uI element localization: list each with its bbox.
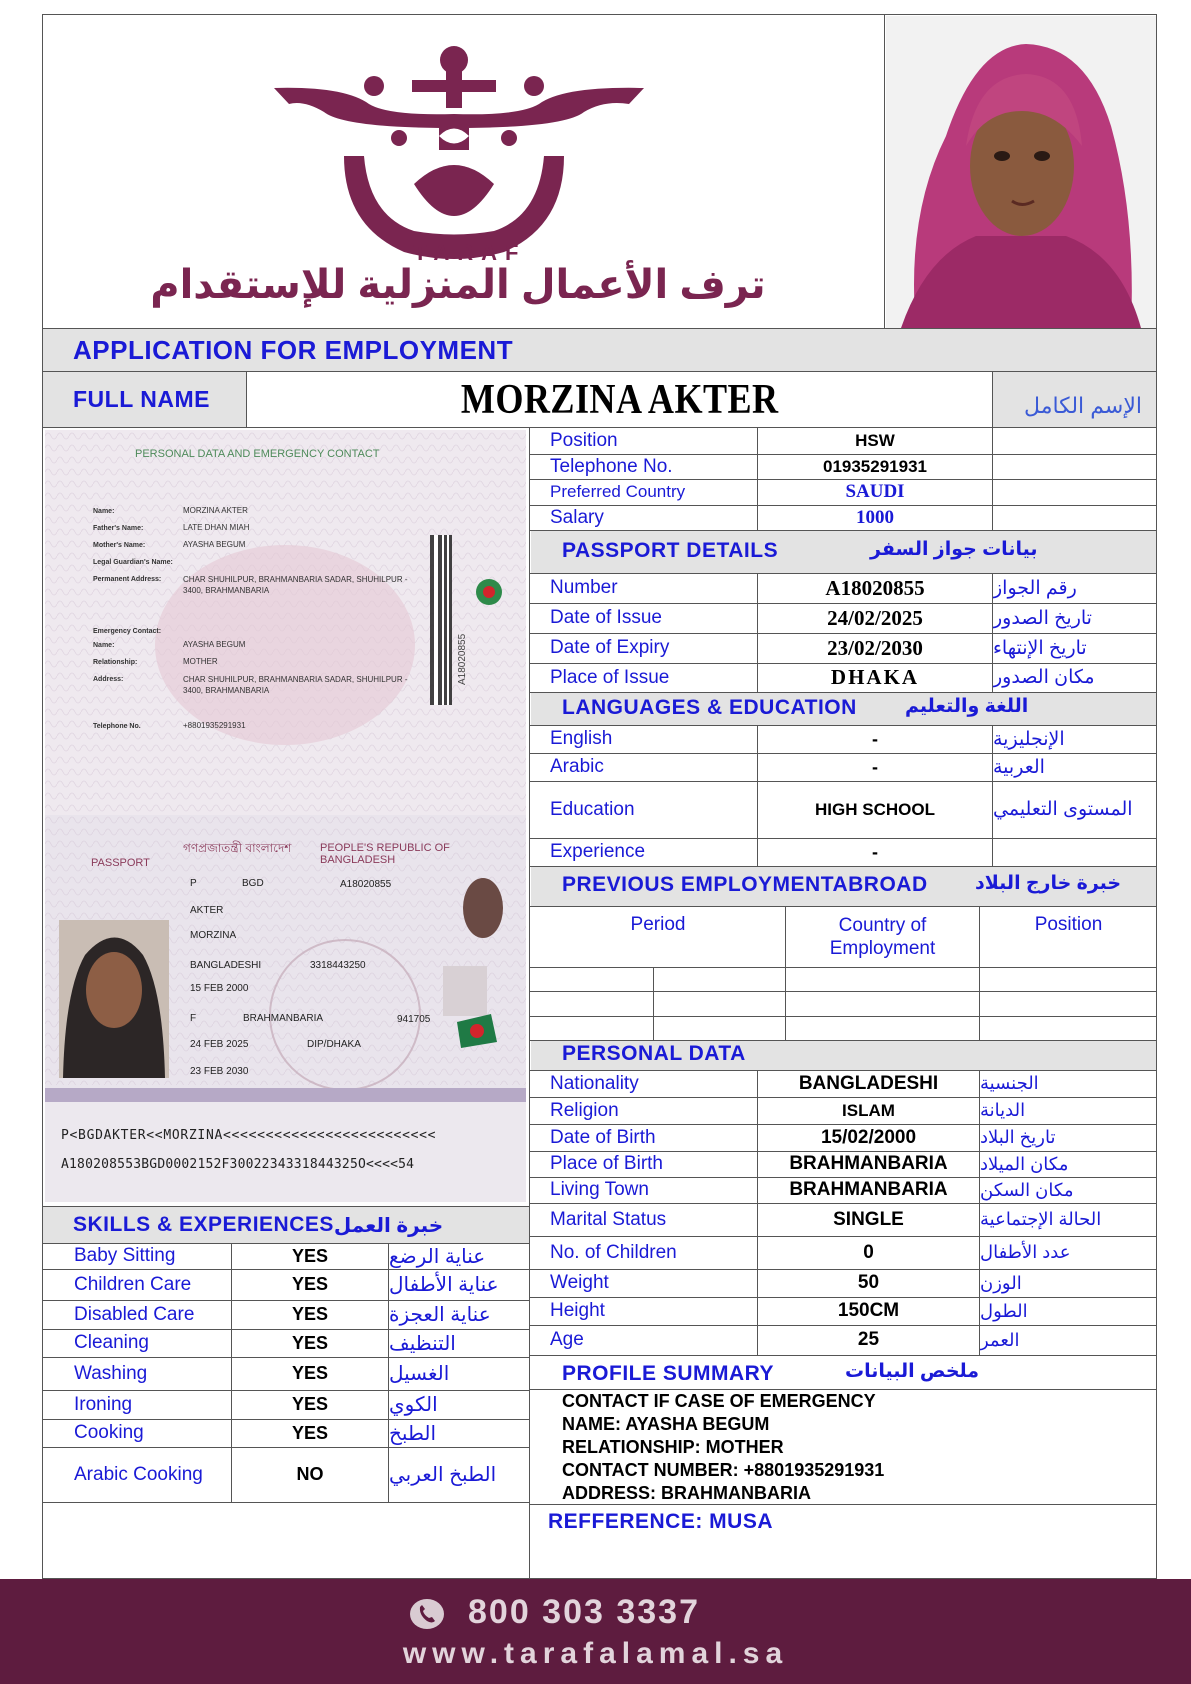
skill-value-1: YES <box>291 1274 329 1294</box>
scan-e-rel: MOTHER <box>183 657 218 666</box>
scan-authority: DIP/DHAKA <box>307 1039 361 1050</box>
personal-ar-5: الحالة الإجتماعية <box>980 1209 1102 1229</box>
skills-title: SKILLS & EXPERIENCES <box>73 1213 334 1236</box>
scan-prev-no: 941705 <box>397 1014 431 1025</box>
personal-ar-9: العمر <box>980 1329 1020 1350</box>
scan-address-label: Permanent Address: <box>93 576 162 583</box>
scan-emergency-label: Emergency Contact: <box>93 628 162 635</box>
skill-label-5: Ironing <box>74 1393 133 1415</box>
profile-line-1: NAME: AYASHA BEGUM <box>562 1414 770 1434</box>
personal-label-0: Nationality <box>550 1072 639 1094</box>
scan-country-bn: গণপ্রজাতন্ত্রী বাংলাদেশ <box>183 841 292 855</box>
skill-label-0: Baby Sitting <box>74 1245 176 1266</box>
footer-phone: 800 303 3337 <box>468 1593 700 1631</box>
personal-value-7: 50 <box>857 1272 880 1293</box>
job-ar-3 <box>993 505 1157 530</box>
prev-header-position: Position <box>1034 914 1103 935</box>
personal-ar-6: عدد الأطفال <box>980 1242 1071 1262</box>
scan-mrz-line-2: A180208553BGD0002152F3002234331844325O<<<<54 <box>61 1157 415 1172</box>
job-label-1: Telephone No. <box>550 455 673 477</box>
skill-ar-7: الطبخ العربي <box>389 1464 497 1486</box>
scan-mother-label: Mother's Name: <box>93 542 146 549</box>
scan-pob: BRAHMANBARIA <box>243 1013 324 1024</box>
footer-website[interactable]: www.tarafalamal.sa <box>402 1637 789 1670</box>
prev-header-period: Period <box>630 914 686 935</box>
passport-label-0: Number <box>550 577 618 598</box>
personal-value-3: BRAHMANBARIA <box>789 1153 948 1174</box>
scan-e-name: AYASHA BEGUM <box>183 640 246 649</box>
scan-passport-word: PASSPORT <box>91 857 150 869</box>
scan-nationality: BANGLADESHI <box>190 960 262 971</box>
personal-label-7: Weight <box>550 1272 609 1293</box>
full-name-label-cell <box>43 372 246 427</box>
skill-value-5: YES <box>291 1394 329 1414</box>
personal-ar-0: الجنسية <box>980 1073 1039 1093</box>
logo-wordmark: TARAF <box>413 240 527 265</box>
personal-label-8: Height <box>550 1300 605 1321</box>
skill-value-0: YES <box>291 1245 329 1266</box>
skills-header <box>43 1207 529 1243</box>
scan-side-number: A18020855 <box>457 633 468 685</box>
personal-ar-7: الوزن <box>980 1272 1022 1293</box>
languages-ar-0: الإنجليزية <box>993 728 1065 750</box>
skill-label-7: Arabic Cooking <box>74 1463 203 1485</box>
job-value-3: 1000 <box>856 506 894 528</box>
skill-ar-6: الطبخ <box>389 1422 437 1445</box>
languages-ar-2: المستوى التعليمي <box>993 799 1133 820</box>
personal-header-title: PERSONAL DATA <box>562 1042 746 1065</box>
skill-ar-1: عناية الأطفال <box>389 1274 499 1296</box>
scan-name: MORZINA AKTER <box>183 506 248 515</box>
full-name-value: MORZINA AKTER <box>460 376 779 423</box>
scan-header: PERSONAL DATA AND EMERGENCY CONTACT <box>135 448 380 460</box>
prev-employment-header-title-ar: خبرة خارج البلاد <box>975 873 1122 894</box>
languages-header-title-ar: اللغة والتعليم <box>905 695 1029 717</box>
skill-ar-4: الغسيل <box>389 1363 450 1385</box>
skill-value-2: YES <box>291 1304 329 1324</box>
passport-value-3: DHAKA <box>830 665 920 689</box>
languages-label-0: English <box>550 728 613 749</box>
languages-value-3: - <box>872 841 878 862</box>
passport-ar-3: مكان الصدور <box>993 667 1095 688</box>
passport-header-title-ar: بيانات جواز السفر <box>870 538 1038 560</box>
profile-line-3: CONTACT NUMBER: +8801935291931 <box>562 1460 885 1480</box>
job-ar-2 <box>993 479 1157 505</box>
personal-value-4: BRAHMANBARIA <box>789 1179 948 1200</box>
skill-label-3: Cleaning <box>74 1332 149 1353</box>
skill-ar-5: الكوي <box>389 1394 438 1416</box>
scan-type: P <box>190 878 197 889</box>
passport-value-0: A18020855 <box>825 575 925 600</box>
languages-ar-1: العربية <box>993 756 1045 778</box>
languages-label-1: Arabic <box>550 756 604 777</box>
personal-label-9: Age <box>550 1329 584 1350</box>
skill-value-3: YES <box>291 1332 329 1353</box>
personal-value-8: 150CM <box>837 1300 900 1321</box>
personal-ar-2: تاريخ البلاد <box>980 1127 1056 1147</box>
prev-header-country: Country of Employment <box>829 915 936 959</box>
languages-label-2: Education <box>550 798 635 820</box>
personal-value-5: SINGLE <box>833 1208 904 1230</box>
profile-line-0: CONTACT IF CASE OF EMERGENCY <box>562 1391 876 1411</box>
scan-name-label: Name: <box>93 508 115 515</box>
languages-label-3: Experience <box>550 841 646 862</box>
skill-ar-0: عناية الرضع <box>389 1245 486 1268</box>
skill-ar-2: عناية العجزة <box>389 1304 491 1326</box>
scan-dob: 15 FEB 2000 <box>190 983 249 994</box>
personal-label-1: Religion <box>550 1099 619 1121</box>
skill-value-7: NO <box>296 1464 324 1484</box>
scan-e-addr: CHAR SHUHILPUR, BRAHMANBARIA SADAR, SHUHILPUR - 3400, BRAHMANBARIA <box>183 675 408 695</box>
skill-label-2: Disabled Care <box>74 1303 195 1325</box>
personal-ar-8: الطول <box>980 1300 1028 1321</box>
personal-label-4: Living Town <box>550 1179 649 1200</box>
scan-e-rel-label: Relationship: <box>93 659 138 666</box>
personal-value-1: ISLAM <box>842 1100 895 1120</box>
scan-given: MORZINA <box>190 930 237 941</box>
prev-employment-header-title: PREVIOUS EMPLOYMENTABROAD <box>562 873 928 896</box>
passport-value-1: 24/02/2025 <box>827 605 923 630</box>
languages-value-0: - <box>872 728 878 749</box>
job-value-0: HSW <box>855 431 895 450</box>
scan-tel: +8801935291931 <box>183 721 246 730</box>
passport-label-2: Date of Expiry <box>550 637 670 658</box>
personal-value-9: 25 <box>857 1329 880 1350</box>
languages-value-2: HIGH SCHOOL <box>815 799 935 819</box>
personal-ar-3: مكان الميلاد <box>980 1153 1069 1174</box>
applicant-photo <box>886 16 1156 328</box>
scan-country-en: PEOPLE'S REPUBLIC OF BANGLADESH <box>320 842 450 866</box>
scan-code: BGD <box>242 878 264 889</box>
company-arabic-name: ترف الأعمال المنزلية للإستقدام <box>150 263 766 307</box>
full-name-ar: الإسم الكامل <box>1024 392 1142 418</box>
scan-sex: F <box>190 1013 197 1024</box>
passport-ar-0: رقم الجواز <box>993 577 1077 599</box>
scan-personal-no: 3318443250 <box>310 960 366 971</box>
job-label-3: Salary <box>550 506 604 528</box>
languages-value-1: - <box>872 756 878 777</box>
skill-label-4: Washing <box>74 1362 148 1384</box>
passport-scan <box>45 430 526 1202</box>
job-label-2: Preferred Country <box>550 482 686 501</box>
form-title: APPLICATION FOR EMPLOYMENT <box>73 334 514 365</box>
scan-tel-label: Telephone No. <box>93 723 141 730</box>
full-name-label: FULL NAME <box>73 386 210 412</box>
profile-line-4: ADDRESS: BRAHMANBARIA <box>562 1483 811 1503</box>
scan-mother: AYASHA BEGUM <box>183 540 246 549</box>
scan-address: CHAR SHUHILPUR, BRAHMANBARIA SADAR, SHUHILPUR - 3400, BRAHMANBARIA <box>183 575 408 595</box>
personal-label-5: Marital Status <box>550 1208 667 1230</box>
passport-value-2: 23/02/2030 <box>827 635 923 660</box>
scan-father: LATE DHAN MIAH <box>183 523 250 532</box>
languages-header-title: LANGUAGES & EDUCATION <box>562 695 857 719</box>
footer <box>0 1579 1191 1684</box>
scan-issue: 24 FEB 2025 <box>190 1039 249 1050</box>
languages-ar-3 <box>993 838 1157 866</box>
job-ar-0 <box>993 428 1157 454</box>
skill-value-4: YES <box>291 1363 329 1383</box>
scan-e-name-label: Name: <box>93 642 115 649</box>
job-label-0: Position <box>550 430 618 451</box>
personal-value-6: 0 <box>863 1241 874 1263</box>
scan-expiry: 23 FEB 2030 <box>190 1066 249 1077</box>
skill-ar-3: التنظيف <box>389 1332 456 1355</box>
personal-ar-1: الديانة <box>980 1100 1026 1120</box>
scan-guardian-label: Legal Guardian's Name: <box>93 559 173 566</box>
passport-ar-1: تاريخ الصدور <box>993 607 1092 629</box>
scan-mrz-line-1: P<BGDAKTER<<MORZINA<<<<<<<<<<<<<<<<<<<<<<<<< <box>61 1128 437 1143</box>
full-name-cell <box>247 372 992 427</box>
reference-text: REFFERENCE: MUSA <box>548 1510 774 1533</box>
skills-title-ar: خبرة العمل <box>333 1214 444 1237</box>
scan-father-label: Father's Name: <box>93 525 144 532</box>
profile-title-ar: ملخص البيانات <box>845 1361 980 1382</box>
passport-label-3: Place of Issue <box>550 666 670 688</box>
scan-e-addr-label: Address: <box>93 676 124 683</box>
personal-value-2: 15/02/2000 <box>820 1126 917 1148</box>
passport-ar-2: تاريخ الإنتهاء <box>993 637 1087 659</box>
title-bar <box>43 329 1156 371</box>
personal-ar-4: مكان السكن <box>980 1179 1074 1200</box>
job-ar-1 <box>993 454 1157 479</box>
skill-value-6: YES <box>291 1422 329 1443</box>
scan-number: A18020855 <box>340 879 392 890</box>
personal-value-0: BANGLADESHI <box>798 1072 939 1094</box>
passport-label-1: Date of Issue <box>550 607 662 628</box>
skill-label-6: Cooking <box>74 1422 144 1443</box>
scan-surname: AKTER <box>190 905 224 916</box>
profile-title: PROFILE SUMMARY <box>562 1362 775 1385</box>
passport-header-title: PASSPORT DETAILS <box>562 538 779 562</box>
full-name-ar-cell <box>993 372 1156 427</box>
phone-icon <box>410 1599 444 1629</box>
skill-label-1: Children Care <box>74 1273 192 1295</box>
personal-label-2: Date of Birth <box>550 1126 656 1148</box>
profile-line-2: RELATIONSHIP: MOTHER <box>562 1437 784 1457</box>
personal-label-6: No. of Children <box>550 1241 677 1263</box>
personal-label-3: Place of Birth <box>550 1153 663 1174</box>
job-value-2: SAUDI <box>845 481 905 502</box>
job-value-1: 01935291931 <box>822 456 927 476</box>
